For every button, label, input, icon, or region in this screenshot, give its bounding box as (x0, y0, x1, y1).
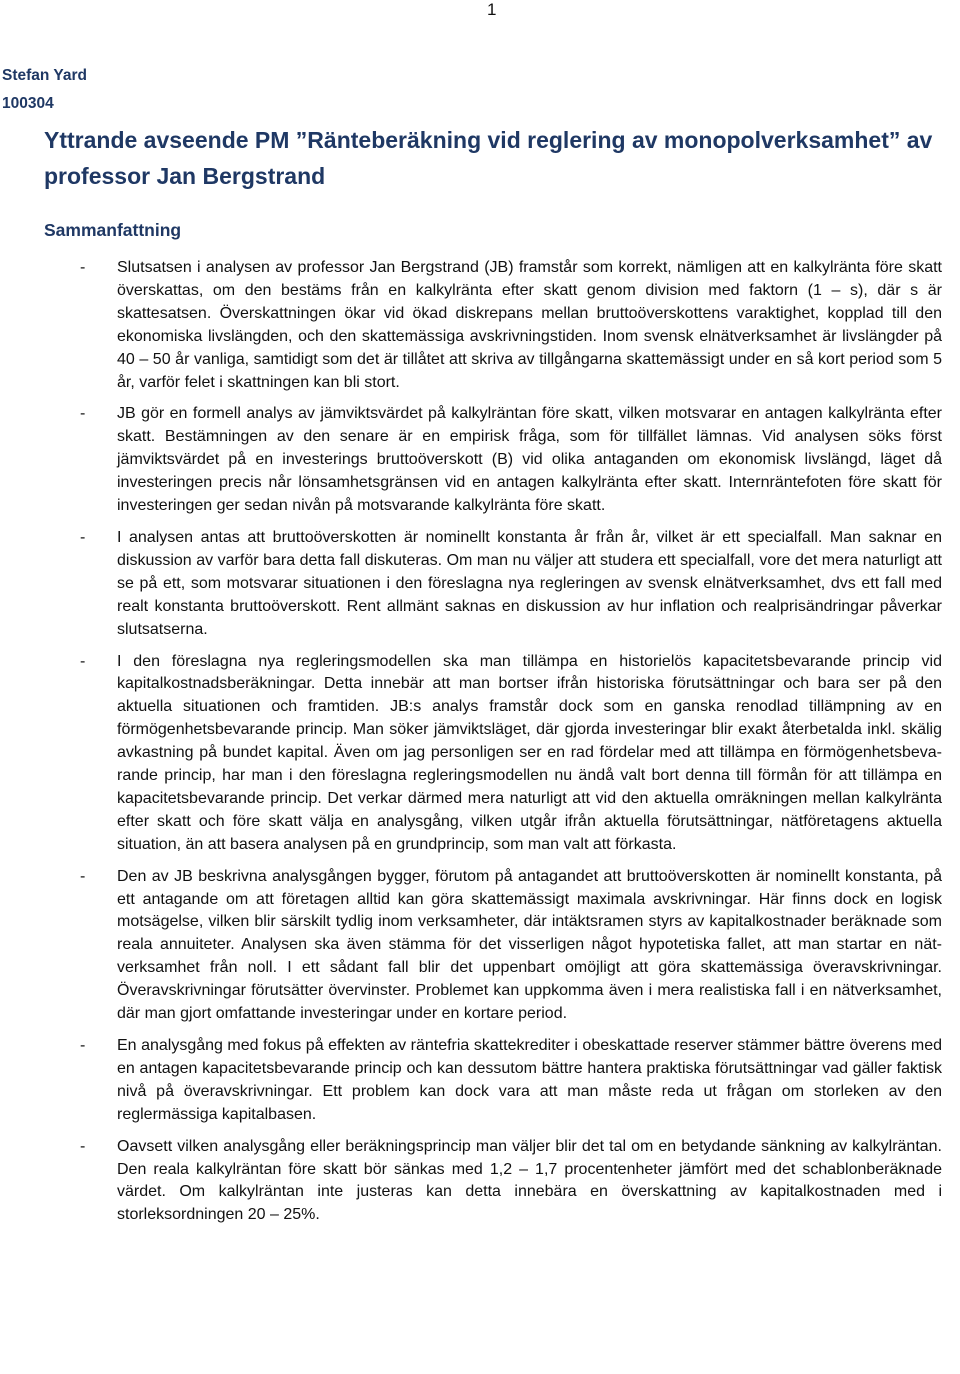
bullet-marker: - (80, 528, 86, 546)
bullet-marker: - (80, 1137, 86, 1155)
list-item (80, 527, 942, 642)
list-item (80, 1136, 942, 1228)
bullet-marker: - (80, 867, 86, 885)
list-item-text: I den föreslagna nya regleringsmodellen ska man tillämpa en historielös kapacitetsbevarande princip vid kapitalkostnadsberäkningar. Detta innebär att man bortser ifrån historiska förutsättningar och bara ser på den aktuella situationen och framtiden. JB:s analys framstår dock som en ganska renodlad tillämpning av en förmögenhetsbevarande princip. Man söker jämviktsläget, där gjorda investeringar blir exakt återbetalda inkl. skälig avkastning på bundet kapital. Även om jag personligen ser en rad fördelar med att tillämpa en förmögenhetsbevarande princip, har man i den föreslagna regleringsmodellen nu ändå valt bort denna till förmån för att tillämpa en kapacitetsbevarande princip. Det verkar därmed mera naturligt att vid den aktuella omräkningen mellan kalkylränta efter skatt och före skatt välja en analysgång, vilken utgår ifrån aktuella förutsättningar, nätföretagens aktuella situation, än att basera analysen på en grundprincip, som man valt att förkasta. (117, 652, 942, 853)
author-name: Stefan Yard (2, 67, 88, 84)
section-heading: Sammanfattning (44, 220, 182, 240)
list-item (80, 866, 942, 1026)
bullet-marker: - (80, 1037, 86, 1054)
bullet-marker: - (80, 652, 86, 670)
list-item-text: Slutsatsen i analysen av professor Jan Bergstrand (JB) framstår som korrekt, nämligen att en kalkylränta före skatt överskattas, om den bestäms från en kalkylränta efter skatt genom division med faktorn (1 – s), där s är skattesatsen. Överskattningen ökar vid ökad diskrepans mellan bruttoöverskottens varaktighet, kopplad till den ekonomiska livslängden, och den skattemässiga avskrivningstiden. Inom svensk elnätverksamhet är livslängder på 40 – 50 år vanliga, samtidigt som det är tillåtet att skriva av tillgångarna skattemässigt under en så kort period som 5 år, varför felet i skattningen kan bli stort. (117, 259, 942, 391)
list-item (80, 651, 942, 857)
bullet-marker: - (80, 259, 86, 276)
bullet-marker: - (80, 405, 86, 423)
list-item-text: Oavsett vilken analysgång eller beräkningsprincip man väljer blir det tal om en betydande sänkning av kalkylräntan. Den reala kalkylräntan före skatt bör sänkas med 1,2 – 1,7 procentenheter jämfört med det schablonberäknade värdet. Om kalkylräntan inte justeras kan detta innebära en överskattning av kapitalkostnaden med i storleksordningen 20 – 25%. (117, 1137, 942, 1224)
summary-list (80, 257, 942, 1236)
page-number: 1 (487, 0, 497, 19)
list-item (80, 257, 942, 394)
list-item-text: En analysgång med fokus på effekten av räntefria skattekrediter i obeskattade reserver stämmer bättre överens med en antagen kapacitetsbevarande princip och kan dessutom bättre hantera praktiska förutsättningar vad gäller faktisk nivå på överavskrivningar. Ett problem kan dock vara att man måste reda ut frågan om storleken av den reglermässiga kapitalbasen. (117, 1037, 942, 1123)
list-item-text: JB gör en formell analys av jämviktsvärdet på kalkylräntan före skatt, vilken motsvarar en antagen kalkylränta efter skatt. Bestämningen av den senare är en empirisk fråga, som för tillfället lämnas. Vid analysen söks först jämviktsvärdet på en investerings bruttoöverskott (B) vid olika antaganden om ekonomisk livslängd, läget då investeringen precis når lönsamhetsgränsen vid en antagen kalkylränta efter skatt. Internräntefoten före skatt för investeringen ger sedan nivån på motsvarande kalkylränta före skatt. (117, 405, 942, 515)
list-item (80, 403, 942, 518)
document-date: 100304 (2, 95, 54, 112)
list-item-text: I analysen antas att bruttoöverskotten är nominellt konstanta år från år, vilket är ett specialfall. Man saknar en diskussion av varför bara detta fall diskuteras. Om man nu väljer att studera ett specialfall, vore det mera naturligt att se på ett, som motsvarar situationen i den föreslagna nya regleringen av svensk elnätverksamhet, dvs ett fall med realt konstanta bruttoöverskott. Rent allmänt saknas en diskussion av hur inflation och realprisändringar påverkar slutsatserna. (117, 528, 942, 638)
list-item (80, 1035, 942, 1127)
page-title: Yttrande avseende PM ”Ränteberäkning vid reglering av monopolverksamhet” av professor Jan Bergstrand (44, 127, 933, 189)
list-item-text: Den av JB beskrivna analysgången bygger, förutom på antagandet att bruttoöverskotten är nominellt konstanta, på ett antagande om att företagen alltid kan göra skattemässigt maximala avskrivningar. Här finns dock en logisk motsägelse, vilken blir särskilt tydlig inom verksamheter, där intäktsramen styrs av kapitalkostnader beräknade som reala annuiteter. Analysen ska även stämma för det visserligen något hypotetiska fallet, att man startar en nätverksamhet från noll. I ett sådant fall blir det uppenbart omöjligt att göra skattemässiga överavskrivningar. Överavskrivningar förutsätter övervinster. Problemet kan uppkomma även i mera realistiska fall i en nätverksamhet, där man gjort omfattande investeringar under en kortare period. (117, 867, 942, 1023)
